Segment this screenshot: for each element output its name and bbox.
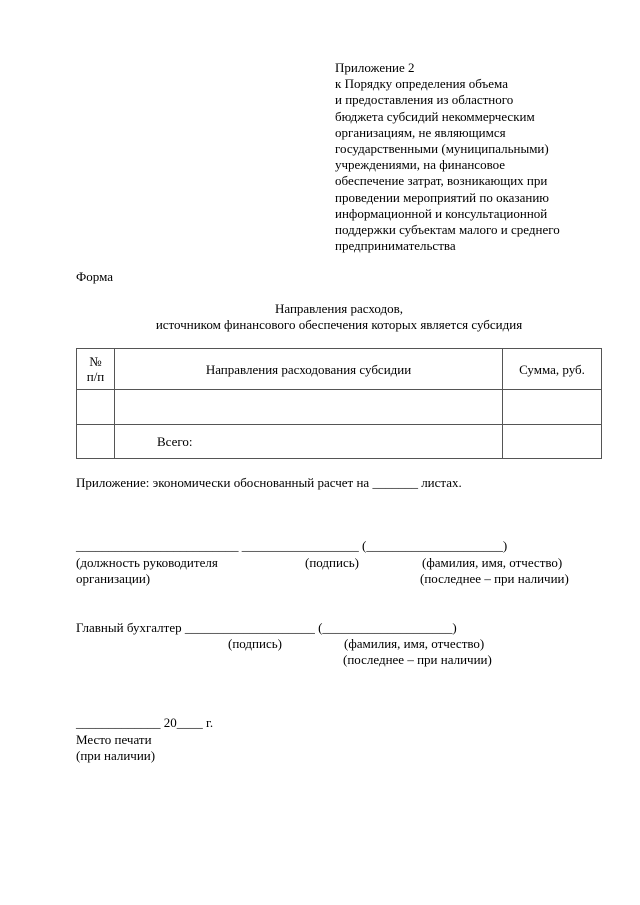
attachment-note: Приложение: экономически обоснованный расчет на _______ листах.: [76, 475, 462, 490]
column-number-sublabel: п/п: [86, 369, 105, 384]
expense-directions-table: [76, 348, 602, 459]
accountant-signature-line: Главный бухгалтер ____________________ (____________________): [76, 620, 457, 635]
appendix-line: обеспечение затрат, возникающих при: [335, 173, 548, 189]
accountant-name-note: (последнее – при наличии): [343, 652, 492, 667]
appendix-line: Приложение 2: [335, 60, 415, 75]
appendix-line: государственными (муниципальными): [335, 141, 549, 157]
appendix-line: и предоставления из областного: [335, 92, 514, 108]
column-number-label: №: [89, 354, 102, 369]
total-sum-cell[interactable]: [503, 425, 602, 459]
stamp-note: (при наличии): [76, 748, 156, 763]
head-name-label: (фамилия, имя, отчество): [422, 555, 563, 570]
total-label: Всего:: [115, 425, 503, 459]
page-subtitle: источником финансового обеспечения которых является субсидия: [155, 317, 523, 332]
appendix-line: к Порядку определения объема: [335, 76, 508, 92]
appendix-line: учреждениями, на финансовое: [335, 157, 506, 173]
appendix-line: предпринимательства: [335, 238, 456, 254]
head-position-label-cont: организации): [76, 571, 151, 586]
appendix-header: [335, 60, 615, 254]
column-sum-header: Сумма, руб.: [503, 349, 602, 390]
table-row: [77, 390, 602, 425]
table-total-row: [77, 425, 602, 459]
table-cell[interactable]: [115, 390, 503, 425]
appendix-line: бюджета субсидий некоммерческим: [335, 108, 535, 124]
table-cell: [77, 425, 115, 459]
table-cell[interactable]: [77, 390, 115, 425]
head-signature-label: (подпись): [305, 555, 359, 570]
accountant-name-label: (фамилия, имя, отчество): [344, 636, 485, 651]
head-name-note: (последнее – при наличии): [420, 571, 569, 586]
appendix-line: поддержки субъектам малого и среднего: [335, 222, 560, 238]
appendix-line: проведении мероприятий по оказанию: [335, 189, 549, 205]
stamp-label: Место печати: [76, 732, 152, 747]
page-title: Направления расходов,: [274, 301, 404, 316]
head-position-label: (должность руководителя: [76, 555, 218, 570]
form-label: Форма: [76, 269, 113, 284]
table-header-row: [77, 349, 602, 390]
appendix-line: организациям, не являющимся: [335, 124, 506, 140]
column-number-header: [77, 349, 115, 390]
appendix-line: информационной и консультационной: [335, 205, 548, 221]
accountant-signature-label: (подпись): [228, 636, 282, 651]
head-signature-line: _________________________ __________________ (_____________________): [76, 538, 508, 553]
date-line: _____________ 20____ г.: [76, 715, 214, 730]
column-direction-header: Направления расходования субсидии: [115, 349, 503, 390]
table-cell[interactable]: [503, 390, 602, 425]
